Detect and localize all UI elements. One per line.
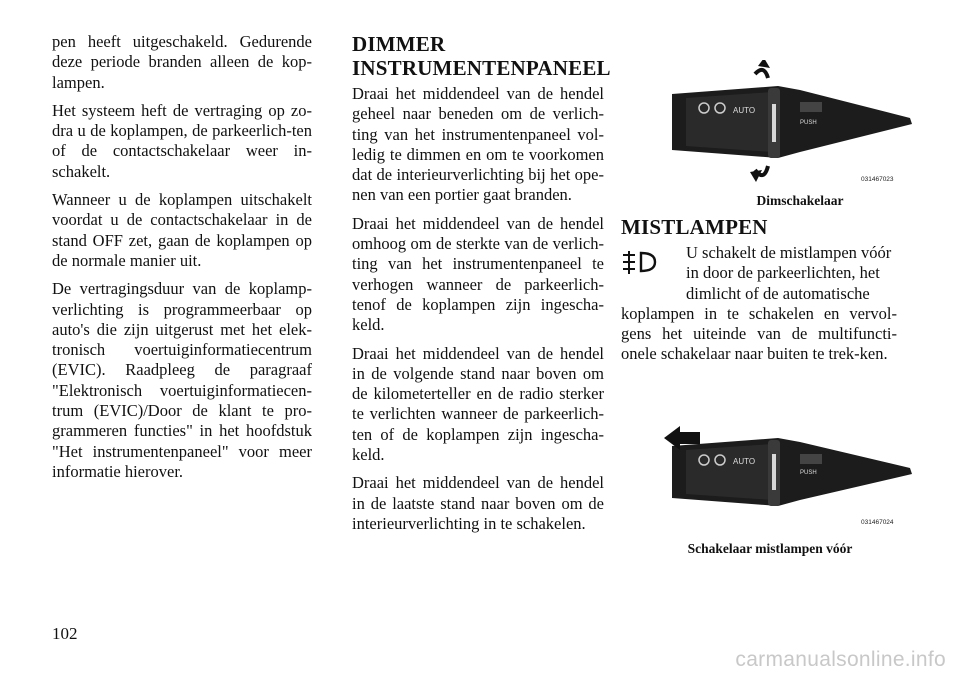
auto-label: AUTO: [733, 106, 756, 115]
fog-lamp-stalk-illustration: [660, 412, 920, 520]
paragraph: Wanneer u de koplampen uitschakelt voordat u de contactschakelaar in de stand OFF zet, gaan de koplampen op de normale manier uit.: [52, 190, 312, 270]
paragraph: Draai het middendeel van de hendel in de laatste stand naar boven om de interieurverlichting in te schakelen.: [352, 473, 604, 533]
figure-caption: Dimschakelaar: [756, 193, 844, 208]
column-left: [52, 32, 312, 490]
section-heading-dimmer: [352, 32, 611, 80]
figure-dimschakelaar: [660, 60, 920, 185]
paragraph: koplampen in te schakelen en vervol-gens het uiteinde van de multifuncti-onele schakelaar naar buiten te trek-ken.: [621, 303, 897, 364]
column-right: [621, 215, 897, 373]
paragraph: Het systeem heft de vertraging op zo-dra u de koplampen, de parkeerlich-ten of de contactschakelaar weer in-schakelt.: [52, 100, 312, 181]
figure-code: 031467023: [861, 176, 894, 183]
heading-line: DIMMER: [352, 32, 446, 56]
push-label: PUSH: [800, 120, 817, 126]
paragraph: Draai het middendeel van de hendel in de volgende stand naar boven om de kilometerteller en de radio sterker te verlichten wanneer de parkeerlich-ten of de koplampen zijn ingescha-keld.: [352, 343, 604, 465]
paragraph: Draai het middendeel van de hendel geheel naar beneden om de verlich-ting van het instrumentenpaneel vol-ledig te dimmen en om te voorkomen dat de interieurverlichting bij het ope-nen van een portier gaat branden.: [352, 84, 604, 205]
section-heading-mistlampen: MISTLAMPEN: [621, 215, 768, 239]
figure-code: 031467024: [861, 519, 894, 526]
paragraph: Draai het middendeel van de hendel omhoog om de sterkte van de verlich-ting van het instrumentenpaneel te verhogen wanneer de parkeerlich-tenof de koplampen zijn ingescha-keld.: [352, 213, 604, 335]
auto-label: AUTO: [733, 457, 756, 466]
page-number: 102: [52, 624, 78, 643]
push-label: PUSH: [800, 470, 817, 476]
mistlampen-text: [621, 243, 897, 365]
paragraph: De vertragingsduur van de koplamp-verlichting is programmeerbaar op auto's die zijn uitgerust met het elek-tronisch voertuiginformatiecentrum (EVIC). Raadpleeg de paragraaf "Elektronisch voertuiginformatiecen-trum (EVIC)/Door de klant te pro-grammeren functies" in het hoofdstuk "Het instrumentenpaneel" voor meer informatie hierover.: [52, 279, 312, 481]
mist-text-line: U schakelt de mistlampen vóór: [686, 243, 892, 262]
figure-caption: Schakelaar mistlampen vóór: [687, 541, 853, 556]
mist-text-line: in door de parkeerlichten, het: [686, 263, 880, 283]
front-fog-lamp-icon: [621, 249, 665, 279]
heading-line: INSTRUMENTENPANEEL: [352, 56, 611, 80]
figure-mistlampen: [660, 412, 920, 520]
column-middle: [352, 32, 611, 542]
mist-text-line: dimlicht of de automatische: [686, 283, 870, 303]
watermark: carmanualsonline.info: [735, 648, 946, 671]
dimmer-stalk-illustration: [660, 60, 920, 185]
paragraph: pen heeft uitgeschakeld. Gedurende deze periode branden alleen de kop-lampen.: [52, 32, 312, 92]
